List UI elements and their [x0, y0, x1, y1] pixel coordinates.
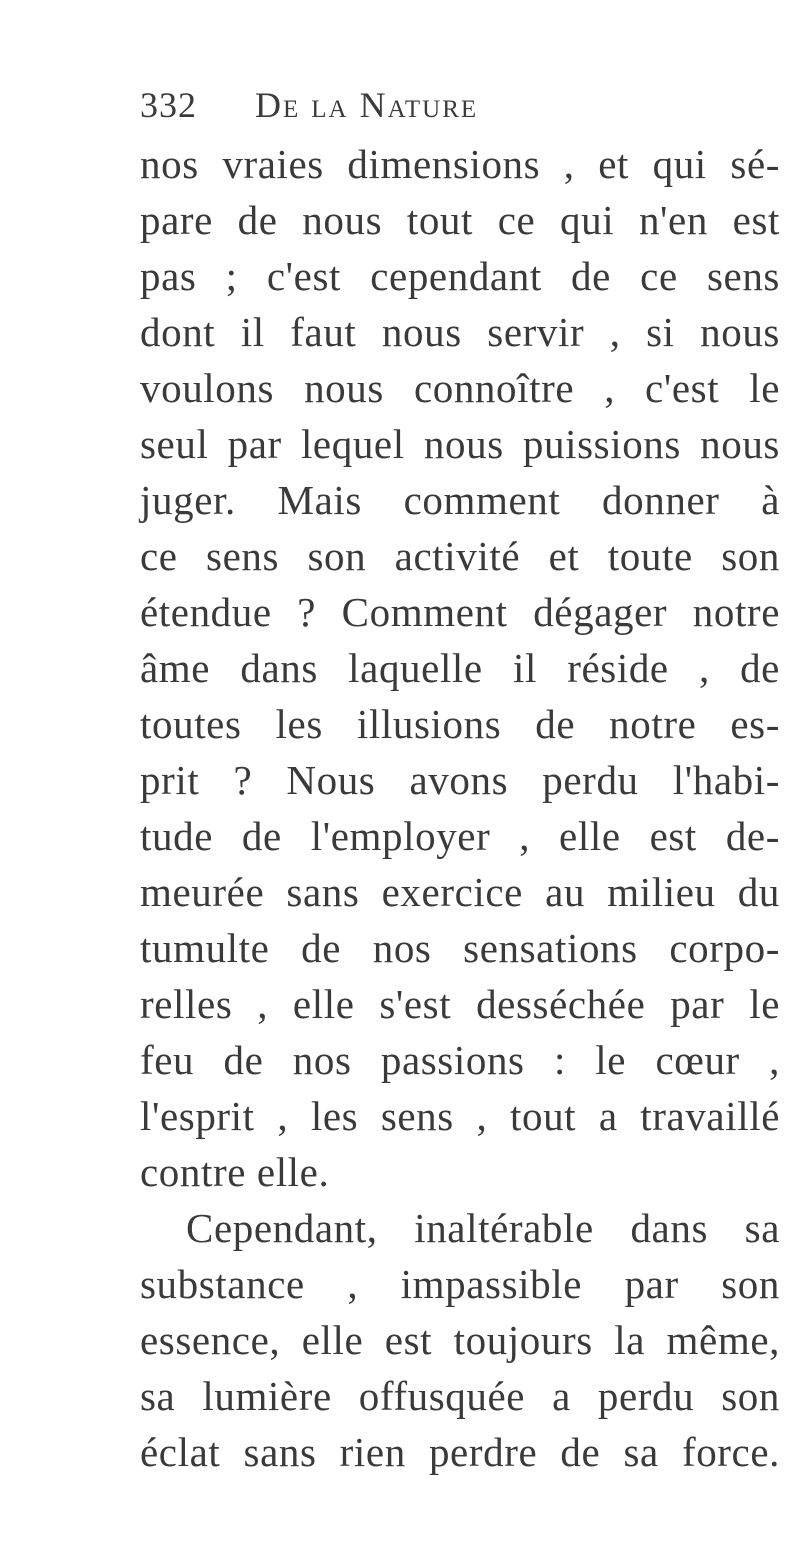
text-line: substance , impassible par son [140, 1261, 780, 1307]
text-line: juger. Mais comment donner à [140, 477, 780, 523]
text-line: sa lumière offusquée a perdu son [140, 1373, 780, 1419]
text-line: tumulte de nos sensations corpo- [140, 925, 780, 971]
text-line: tude de l'employer , elle est de- [140, 813, 780, 859]
body-text [140, 136, 780, 1480]
text-line: feu de nos passions : le cœur , [140, 1037, 780, 1083]
text-line: étendue ? Comment dégager notre [140, 589, 780, 635]
page-header [140, 84, 478, 134]
text-line: ce sens son activité et toute son [140, 533, 780, 579]
text-line: Cependant, inaltérable dans sa [186, 1205, 780, 1251]
text-line: meurée sans exercice au milieu du [140, 869, 780, 915]
text-line: essence, elle est toujours la même, [140, 1317, 780, 1363]
text-line: dont il faut nous servir , si nous [140, 309, 780, 355]
text-line: toutes les illusions de notre es- [140, 701, 780, 747]
text-line: pare de nous tout ce qui n'en est [140, 197, 780, 243]
text-line: éclat sans rien perdre de sa force. [140, 1429, 780, 1475]
text-line: contre elle. [140, 1149, 330, 1195]
text-line: relles , elle s'est desséchée par le [140, 981, 780, 1027]
text-line: âme dans laquelle il réside , de [140, 645, 780, 691]
text-line: pas ; c'est cependant de ce sens [140, 253, 780, 299]
text-line: seul par lequel nous puissions nous [140, 421, 780, 467]
running-title: De la Nature [255, 85, 479, 125]
text-line: nos vraies dimensions , et qui sé- [140, 141, 780, 187]
text-line: voulons nous connoître , c'est le [140, 365, 780, 411]
text-line: l'esprit , les sens , tout a travaillé [140, 1093, 780, 1139]
text-line: prit ? Nous avons perdu l'habi- [140, 757, 780, 803]
page-number: 332 [140, 85, 197, 125]
